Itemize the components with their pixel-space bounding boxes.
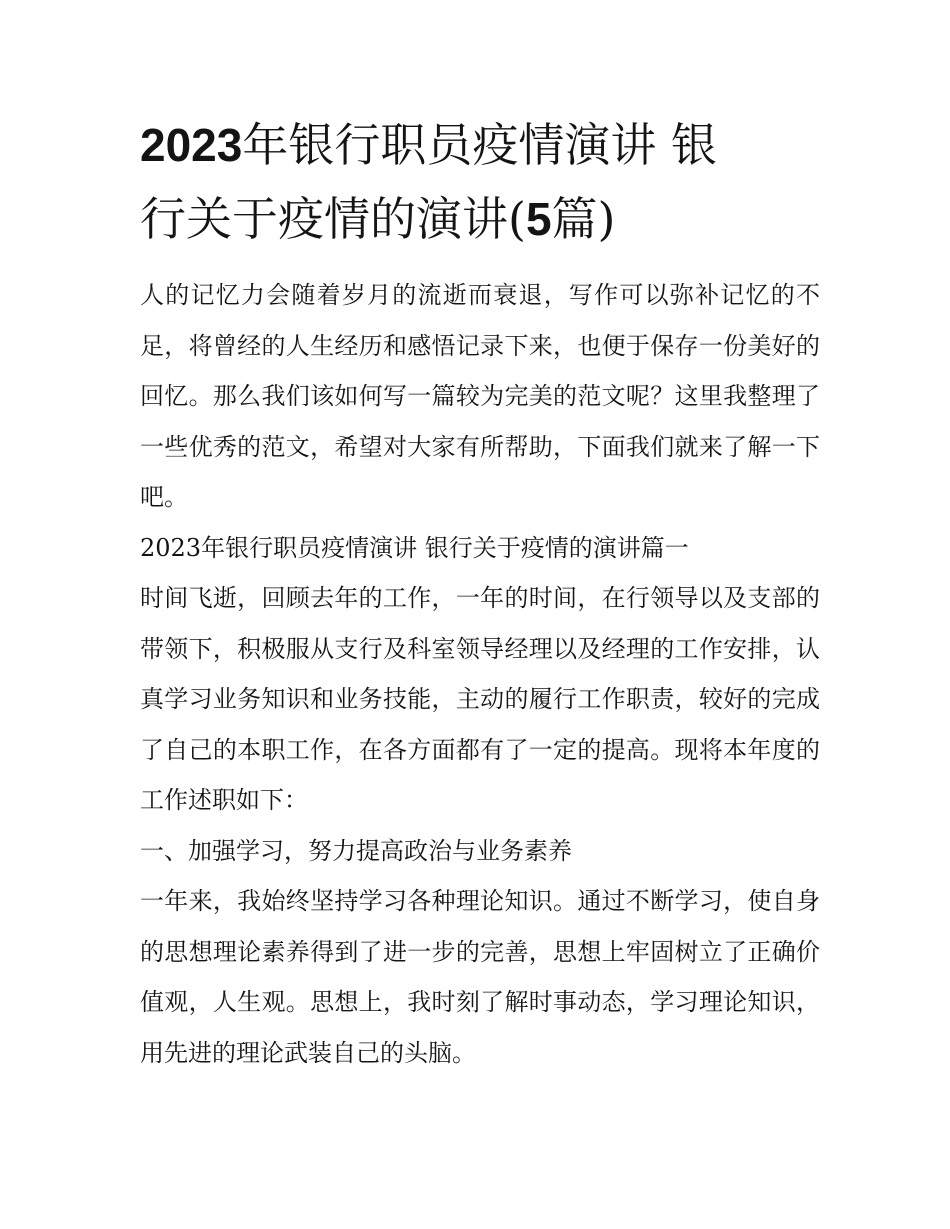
body-paragraph: 一年来，我始终坚持学习各种理论知识。通过不断学习，使自身的思想理论素养得到了进一步的完善，思想上牢固树立了正确价值观，人生观。思想上，我时刻了解时事动态，学习理论知识，用先进的理论武装自己的头脑。 bbox=[140, 887, 820, 1067]
document-page bbox=[140, 108, 820, 1078]
title-count: 5 bbox=[525, 193, 552, 245]
title-line2-text-a: 行关于疫情的演讲( bbox=[140, 192, 526, 246]
body-paragraph: 时间飞逝，回顾去年的工作，一年的时间，在行领导以及支部的带领下，积极服从支行及科室领导经理以及经理的工作安排，认真学习业务知识和业务技能，主动的履行工作职责，较好的完成了自己的本职工作，在各方面都有了一定的提高。现将本年度的工作述职如下： bbox=[140, 584, 820, 814]
title-year: 2023 bbox=[140, 119, 243, 171]
subsection-heading: 一、加强学习，努力提高政治与业务素养 bbox=[140, 836, 572, 865]
title-line2-text-b: 篇) bbox=[551, 192, 616, 246]
title-line1-text: 年银行职员疫情演讲 银 bbox=[242, 118, 717, 172]
document-body bbox=[140, 270, 820, 1078]
intro-paragraph: 人的记忆力会随着岁月的流逝而衰退，写作可以弥补记忆的不足，将曾经的人生经历和感悟记录下来，也便于保存一份美好的回忆。那么我们该如何写一篇较为完美的范文呢？这里我整理了一些优秀的范文，希望对大家有所帮助，下面我们就来了解一下吧。 bbox=[140, 281, 820, 511]
section-heading: 2023年银行职员疫情演讲 银行关于疫情的演讲篇一 bbox=[140, 533, 689, 562]
document-title bbox=[140, 108, 820, 256]
